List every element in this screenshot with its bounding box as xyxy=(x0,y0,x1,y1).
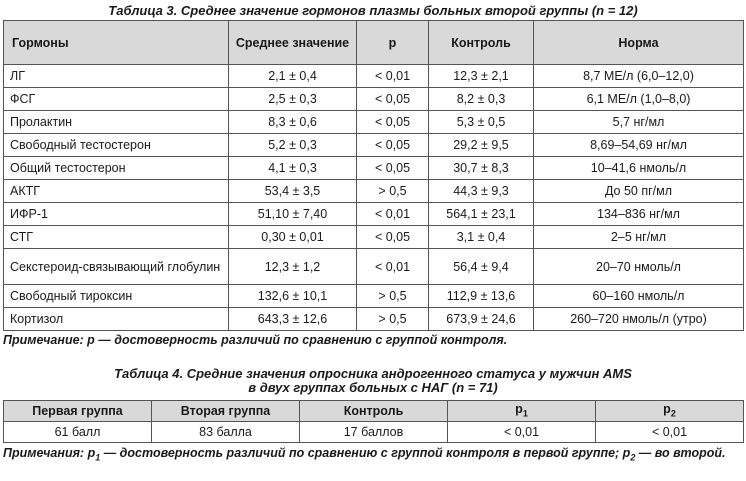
note-mid: — достоверность различий по сравнению с группой контроля в первой группе; p xyxy=(100,446,631,460)
table3-caption: Таблица 3. Среднее значение гормонов плазмы больных второй группы (n = 12) xyxy=(108,3,638,18)
cell-mean-value: 51,10 ± 7,40 xyxy=(229,203,357,226)
table4-caption-line2: в двух группах больных с НАГ (n = 71) xyxy=(248,380,498,395)
header-p2-main: p xyxy=(663,401,671,416)
cell-p: < 0,05 xyxy=(357,157,429,180)
cell-hormone: Кортизол xyxy=(4,308,229,331)
note-sub1: 1 xyxy=(95,452,101,463)
header-norm: Норма xyxy=(534,21,744,65)
cell-mean-value: 0,30 ± 0,01 xyxy=(229,226,357,249)
cell-control: 30,7 ± 8,3 xyxy=(429,157,534,180)
cell-hormone: ЛГ xyxy=(4,65,229,88)
cell-control: 17 баллов xyxy=(300,422,448,443)
table3-note: Примечание: p — достоверность различий по сравнению с группой контроля. xyxy=(3,333,508,347)
cell-second-group: 83 балла xyxy=(152,422,300,443)
cell-control: 44,3 ± 9,3 xyxy=(429,180,534,203)
cell-control: 8,2 ± 0,3 xyxy=(429,88,534,111)
cell-mean-value: 4,1 ± 0,3 xyxy=(229,157,357,180)
cell-control: 3,1 ± 0,4 xyxy=(429,226,534,249)
table-row xyxy=(4,308,744,331)
cell-hormone: СТГ xyxy=(4,226,229,249)
cell-hormone: Секстероид-связывающий глобулин xyxy=(4,249,229,285)
cell-hormone: Свободный тестостерон xyxy=(4,134,229,157)
cell-p: > 0,5 xyxy=(357,285,429,308)
cell-norm: 2–5 нг/мл xyxy=(534,226,744,249)
table-row xyxy=(4,111,744,134)
cell-p: < 0,01 xyxy=(357,65,429,88)
table-row xyxy=(4,134,744,157)
cell-norm: 5,7 нг/мл xyxy=(534,111,744,134)
cell-p: < 0,01 xyxy=(357,203,429,226)
cell-p: < 0,01 xyxy=(357,249,429,285)
header-control: Контроль xyxy=(300,401,448,422)
header-control: Контроль xyxy=(429,21,534,65)
cell-norm: 20–70 нмоль/л xyxy=(534,249,744,285)
cell-control: 29,2 ± 9,5 xyxy=(429,134,534,157)
table-row xyxy=(4,157,744,180)
header-p2 xyxy=(596,401,744,422)
cell-norm: До 50 пг/мл xyxy=(534,180,744,203)
header-p1-sub: 1 xyxy=(522,408,528,419)
cell-mean-value: 5,2 ± 0,3 xyxy=(229,134,357,157)
cell-norm: 8,69–54,69 нг/мл xyxy=(534,134,744,157)
cell-p: < 0,05 xyxy=(357,134,429,157)
cell-hormone: ИФР-1 xyxy=(4,203,229,226)
note-sub2: 2 xyxy=(630,452,636,463)
cell-mean-value: 132,6 ± 10,1 xyxy=(229,285,357,308)
header-second-group: Вторая группа xyxy=(152,401,300,422)
cell-p: < 0,05 xyxy=(357,88,429,111)
cell-p1: < 0,01 xyxy=(448,422,596,443)
cell-control: 12,3 ± 2,1 xyxy=(429,65,534,88)
cell-control: 112,9 ± 13,6 xyxy=(429,285,534,308)
note-prefix: Примечания: p xyxy=(3,446,96,460)
header-p: p xyxy=(357,21,429,65)
cell-p2: < 0,01 xyxy=(596,422,744,443)
header-p2-sub: 2 xyxy=(670,408,676,419)
cell-mean-value: 53,4 ± 3,5 xyxy=(229,180,357,203)
header-p1 xyxy=(448,401,596,422)
table-row xyxy=(4,65,744,88)
cell-p: < 0,05 xyxy=(357,226,429,249)
cell-hormone: Общий тестостерон xyxy=(4,157,229,180)
cell-norm: 134–836 нг/мл xyxy=(534,203,744,226)
table-row xyxy=(4,180,744,203)
cell-norm: 10–41,6 нмоль/л xyxy=(534,157,744,180)
table-row xyxy=(4,249,744,285)
cell-hormone: ФСГ xyxy=(4,88,229,111)
table-row xyxy=(4,203,744,226)
cell-p: > 0,5 xyxy=(357,180,429,203)
cell-control: 5,3 ± 0,5 xyxy=(429,111,534,134)
cell-hormone: Свободный тироксин xyxy=(4,285,229,308)
header-p1-main: p xyxy=(515,401,523,416)
cell-mean-value: 643,3 ± 12,6 xyxy=(229,308,357,331)
table-row xyxy=(4,88,744,111)
cell-mean-value: 12,3 ± 1,2 xyxy=(229,249,357,285)
table-row xyxy=(4,422,744,443)
ams-table xyxy=(3,400,744,443)
cell-mean-value: 2,5 ± 0,3 xyxy=(229,88,357,111)
table-row xyxy=(4,285,744,308)
cell-norm: 60–160 нмоль/л xyxy=(534,285,744,308)
cell-control: 56,4 ± 9,4 xyxy=(429,249,534,285)
header-hormones: Гормоны xyxy=(4,21,229,65)
header-mean-value: Среднее значение xyxy=(229,21,357,65)
hormones-table xyxy=(3,20,744,331)
cell-norm: 260–720 нмоль/л (утро) xyxy=(534,308,744,331)
table-row xyxy=(4,226,744,249)
table-header-row xyxy=(4,21,744,65)
cell-control: 564,1 ± 23,1 xyxy=(429,203,534,226)
cell-mean-value: 8,3 ± 0,6 xyxy=(229,111,357,134)
cell-mean-value: 2,1 ± 0,4 xyxy=(229,65,357,88)
header-first-group: Первая группа xyxy=(4,401,152,422)
cell-p: < 0,05 xyxy=(357,111,429,134)
cell-first-group: 61 балл xyxy=(4,422,152,443)
table4-note xyxy=(3,446,743,466)
cell-control: 673,9 ± 24,6 xyxy=(429,308,534,331)
table4-caption-line1: Таблица 4. Средние значения опросника андрогенного статуса у мужчин AMS xyxy=(114,366,632,381)
note-suffix: — во второй. xyxy=(635,446,726,460)
cell-hormone: АКТГ xyxy=(4,180,229,203)
cell-p: > 0,5 xyxy=(357,308,429,331)
table-header-row xyxy=(4,401,744,422)
cell-norm: 8,7 МЕ/л (6,0–12,0) xyxy=(534,65,744,88)
cell-hormone: Пролактин xyxy=(4,111,229,134)
cell-norm: 6,1 МЕ/л (1,0–8,0) xyxy=(534,88,744,111)
